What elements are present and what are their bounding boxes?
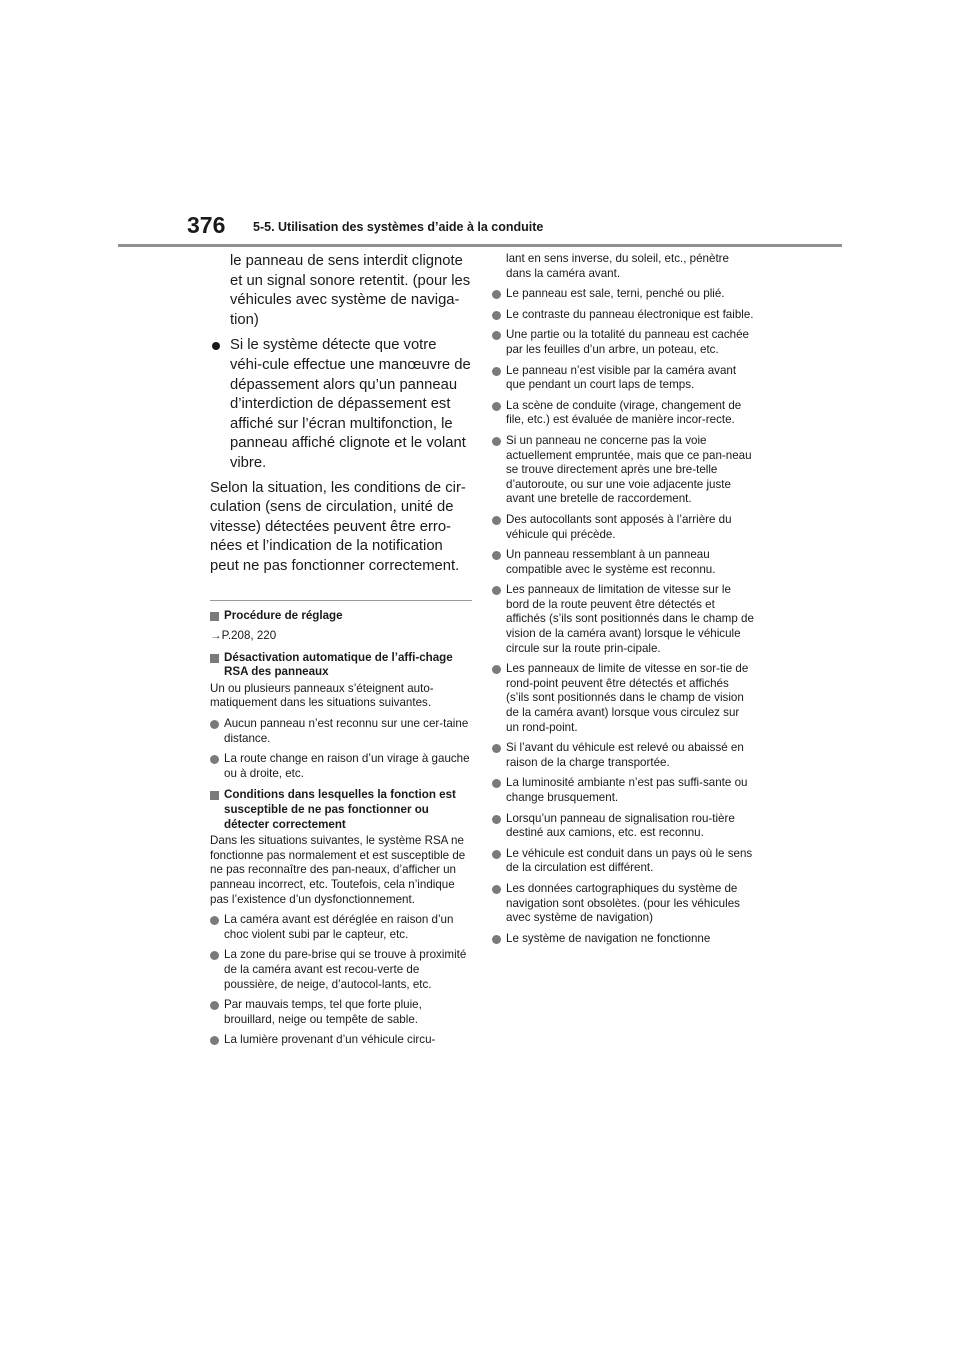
list-item [492,434,754,507]
list-item-text: Si l’avant du véhicule est relevé ou abaissé en raison de la charge transportée. [506,741,744,769]
bullet-dot-icon [492,367,501,376]
header-divider [118,244,842,247]
heading-text: Procédure de réglage [224,608,343,622]
bullet-dot-icon [492,815,501,824]
list-item [492,932,754,947]
list-item-text: Le véhicule est conduit dans un pays où le sens de la circulation est différent. [506,846,753,875]
list-item [210,913,472,942]
list-item-text: Des autocollants sont apposés à l’arrière du véhicule qui précède. [506,512,732,541]
conditions-intro: Dans les situations suivantes, le système RSA ne fonctionne pas normalement et est susceptible de ne pas reconnaître des pan-neaux, d’afficher un panneau incorrect, etc. Toutefois, cela n’indique pas l’existence d’un dysfonctionnement. [210,834,466,906]
list-item [492,741,754,770]
list-item [210,717,472,746]
list-item-text: Le panneau n’est visible par la caméra avant que pendant un court laps de temps. [506,363,737,392]
bullet-dot-icon [210,755,219,764]
list-item [492,812,754,841]
bullet-dot-icon [492,290,501,299]
list-item [492,776,754,805]
bullet-dot-icon [492,935,501,944]
page-number: 376 [187,212,226,238]
settings-heading [210,609,472,624]
bullet-dot-icon [492,665,501,674]
bullet-dot-icon [210,916,219,925]
list-item [210,1033,472,1048]
bullet-dot-icon [492,586,501,595]
list-item-text: Les données cartographiques du système de navigation sont obsolètes. (pour les véhicules avec système de navigation) [506,881,740,925]
list-item-text: Les panneaux de limite de vitesse en sor-tie de rond-point peuvent être détectés et affichés (s’ils sont positionnés dans le champ de vision de la caméra avant) lorsque vous circulez sur un rond-point. [506,662,749,734]
square-bullet-icon [210,612,219,621]
list-item-text: Une partie ou la totalité du panneau est cachée par les feuilles d’un arbre, un poteau, etc. [506,328,749,356]
left-column [210,252,472,1048]
list-item [492,328,754,357]
list-item [492,364,754,393]
list-item-text: Aucun panneau n’est reconnu sur une cer-taine distance. [224,717,469,745]
bullet-dot-icon [492,331,501,340]
heading-text: Conditions dans lesquelles la fonction est susceptible de ne pas fonctionner ou détecter correctement [224,788,456,831]
list-item [492,513,754,542]
list-item [492,287,754,302]
list-item [492,882,754,926]
list-item-text: La scène de conduite (virage, changement de file, etc.) est évaluée de manière incor-recte. [506,398,742,427]
list-item-text: Si un panneau ne concerne pas la voie actuellement empruntée, mais que ce pan-neau se trouve directement après une bre-telle d’autoroute, ou sur une voie adjacente juste avant une bretelle de raccordement. [506,433,752,506]
overtake-bullet [210,336,472,473]
list-item [492,662,754,735]
square-bullet-icon [210,654,219,663]
list-item-text: Par mauvais temps, tel que forte pluie, brouillard, neige ou tempête de sable. [224,998,422,1026]
list-item [210,948,472,992]
list-item-text: Le contraste du panneau électronique est faible. [506,307,754,321]
heading-text: Désactivation automatique de l’affi-chage RSA des panneaux [224,650,453,679]
list-item-text: La luminosité ambiante n’est pas suffi-sante ou change brusquement. [506,776,748,804]
square-bullet-icon [210,791,219,800]
list-item [492,548,754,577]
bullet-dot-icon [492,850,501,859]
bullet-dot-icon [492,551,501,560]
list-item-text: Un panneau ressemblant à un panneau compatible avec le système est reconnu. [506,548,716,576]
bullet-dot-icon [210,720,219,729]
list-item-text: Le système de navigation ne fonctionne [506,931,711,945]
list-item-text: La caméra avant est déréglée en raison d’un choc violent subi par le capteur, etc. [224,913,454,941]
list-item [492,847,754,876]
bullet-dot-icon [492,402,501,411]
body-paragraph: Selon la situation, les conditions de cir-culation (sens de circulation, unité de vitesse) détectées peuvent être erro-nées et l’indication de la notification peut ne pas fonctionner correctement. [210,479,466,574]
list-item-text: La route change en raison d’un virage à gauche ou à droite, etc. [224,752,470,780]
list-item-text: Le panneau est sale, terni, penché ou plié. [506,287,725,301]
bullet-dot-icon [492,437,501,446]
bullet-dot-icon [492,885,501,894]
auto-off-intro: Un ou plusieurs panneaux s’éteignent auto-matiquement dans les situations suivantes. [210,681,434,710]
bullet-dot-icon [492,744,501,753]
conditions-heading [210,788,472,832]
section-divider [210,600,472,601]
bullet-dot-icon [492,311,501,320]
list-item-text: Les panneaux de limitation de vitesse sur le bord de la route peuvent être détectés et affichés (s’ils sont positionnés dans le champ de vision de la caméra avant) lorsque le véhicule circule sur la route prin-cipale. [506,583,754,655]
bullet-dot-icon [210,951,219,960]
bullet-dot-icon [492,516,501,525]
bullet-dot-icon [212,342,220,350]
continued-text: le panneau de sens interdit clignote et un signal sonore retentit. (pour les véhicules avec système de naviga-tion) [230,253,471,328]
section-title: 5-5. Utilisation des systèmes d’aide à la conduite [253,220,544,234]
bullet-text: Si le système détecte que votre véhi-cule effectue une manœuvre de dépassement alors qu’un panneau d’interdiction de dépassement est affiché sur l’écran multifonction, le panneau affiché clignote et le volant vibre. [230,337,471,471]
page-reference: →P.208, 220 [210,629,277,643]
list-item-text: La lumière provenant d’un véhicule circu- [224,1033,436,1047]
list-item [492,399,754,428]
list-item [210,998,472,1027]
continued-text: lant en sens inverse, du soleil, etc., pénètre dans la caméra avant. [506,252,729,280]
list-item [492,583,754,656]
list-item [210,752,472,781]
bullet-dot-icon [210,1001,219,1010]
right-column [492,252,754,946]
list-item [492,308,754,323]
bullet-dot-icon [210,1036,219,1045]
list-item-text: Lorsqu’un panneau de signalisation rou-tière destiné aux camions, etc. est reconnu. [506,811,735,840]
list-item-text: La zone du pare-brise qui se trouve à proximité de la caméra avant est recou-verte de poussière, de neige, d’autocol-lants, etc. [224,948,467,991]
bullet-dot-icon [492,779,501,788]
auto-off-heading [210,651,472,680]
